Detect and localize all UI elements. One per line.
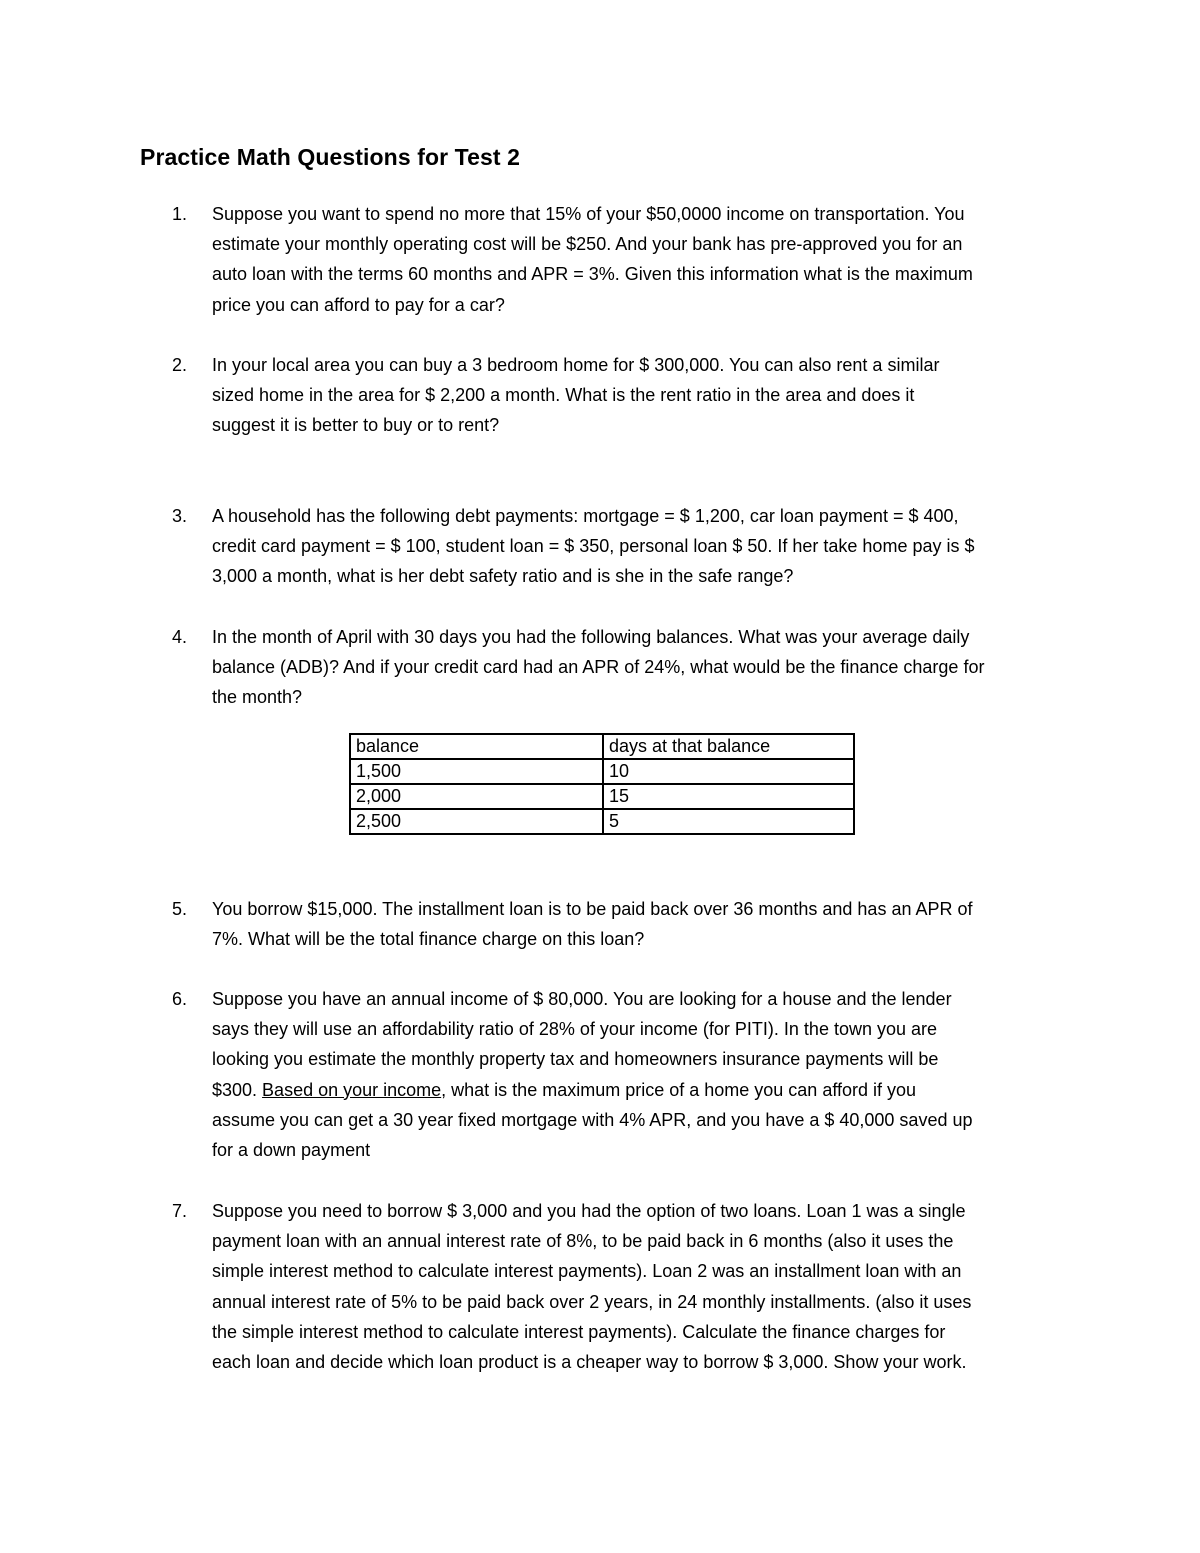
question-line: payment loan with an annual interest rate of 8%, to be paid back in 6 months (also it uses the <box>212 1231 954 1252</box>
table-cell-days: 15 <box>603 784 854 809</box>
table-header-row <box>350 734 854 759</box>
question-line: balance (ADB)? And if your credit card had an APR of 24%, what would be the finance charge for <box>212 657 985 678</box>
question-text <box>212 894 1082 954</box>
question-line: Suppose you need to borrow $ 3,000 and you had the option of two loans. Loan 1 was a single <box>212 1201 966 1221</box>
question-line: assume you can get a 30 year fixed mortgage with 4% APR, and you have a $ 40,000 saved up <box>212 1109 973 1130</box>
question-line: estimate your monthly operating cost will be $250. And your bank has pre-approved you for an <box>212 234 963 255</box>
table-row <box>350 784 854 809</box>
question-line: price you can afford to pay for a car? <box>212 294 505 315</box>
table-cell-balance: 2,000 <box>350 784 603 809</box>
underlined-phrase: Based on your income <box>262 1079 442 1100</box>
question-text <box>212 199 1082 320</box>
question-number: 7. <box>172 1201 188 1221</box>
question-line <box>212 1075 1082 1105</box>
question-line: the month? <box>212 687 303 708</box>
question-number: 3. <box>172 506 188 526</box>
question-line: the simple interest method to calculate interest payments). Calculate the finance charges for <box>212 1321 946 1342</box>
question-line: credit card payment = $ 100, student loan = $ 350, personal loan $ 50. If her take home pay is $ <box>212 536 975 557</box>
question-line: In your local area you can buy a 3 bedroom home for $ 300,000. You can also rent a similar <box>212 355 940 375</box>
question-line: suggest it is better to buy or to rent? <box>212 415 500 436</box>
question-text <box>212 501 1082 592</box>
column-header-balance: balance <box>350 734 603 759</box>
question-line: looking you estimate the monthly property tax and homeowners insurance payments will be <box>212 1049 939 1070</box>
question-text <box>212 984 1082 1165</box>
question-line: Suppose you want to spend no more that 15% of your $50,0000 income on transportation. You <box>212 204 965 224</box>
question-number: 1. <box>172 204 188 224</box>
table-cell-balance: 2,500 <box>350 809 603 834</box>
question-number: 2. <box>172 355 188 375</box>
question-text <box>212 350 1082 441</box>
table-cell-days: 10 <box>603 759 854 784</box>
question-line: sized home in the area for $ 2,200 a month. What is the rent ratio in the area and does it <box>212 385 915 406</box>
question-line: A household has the following debt payments: mortgage = $ 1,200, car loan payment = $ 400, <box>212 506 959 526</box>
question-line: You borrow $15,000. The installment loan is to be paid back over 36 months and has an APR of <box>212 899 973 919</box>
question-line: says they will use an affordability ratio of 28% of your income (for PITI). In the town you are <box>212 1019 938 1040</box>
question-line: each loan and decide which loan product is a cheaper way to borrow $ 3,000. Show your work. <box>212 1352 967 1373</box>
question-text <box>212 622 1082 713</box>
line-suffix: , what is the maximum price of a home you can afford if you <box>441 1079 917 1100</box>
question-line: 7%. What will be the total finance charge on this loan? <box>212 929 645 950</box>
column-header-days: days at that balance <box>603 734 854 759</box>
balance-table <box>349 733 855 835</box>
question-line: In the month of April with 30 days you had the following balances. What was your average daily <box>212 627 970 647</box>
question-line: for a down payment <box>212 1140 371 1161</box>
table-row <box>350 809 854 834</box>
table-cell-balance: 1,500 <box>350 759 603 784</box>
question-number: 5. <box>172 899 188 919</box>
table-cell-days: 5 <box>603 809 854 834</box>
question-line: annual interest rate of 5% to be paid back over 2 years, in 24 monthly installments. (also it uses <box>212 1291 972 1312</box>
page-title: Practice Math Questions for Test 2 <box>140 144 521 170</box>
question-text <box>212 1196 1082 1377</box>
line-prefix: $300. <box>212 1079 263 1100</box>
question-line: 3,000 a month, what is her debt safety ratio and is she in the safe range? <box>212 566 794 587</box>
table-row <box>350 759 854 784</box>
question-line: auto loan with the terms 60 months and APR = 3%. Given this information what is the maximum <box>212 264 973 285</box>
question-line: simple interest method to calculate interest payments). Loan 2 was an installment loan with an <box>212 1261 962 1282</box>
question-number: 4. <box>172 627 188 647</box>
question-number: 6. <box>172 989 188 1009</box>
question-line: Suppose you have an annual income of $ 80,000. You are looking for a house and the lender <box>212 989 952 1009</box>
